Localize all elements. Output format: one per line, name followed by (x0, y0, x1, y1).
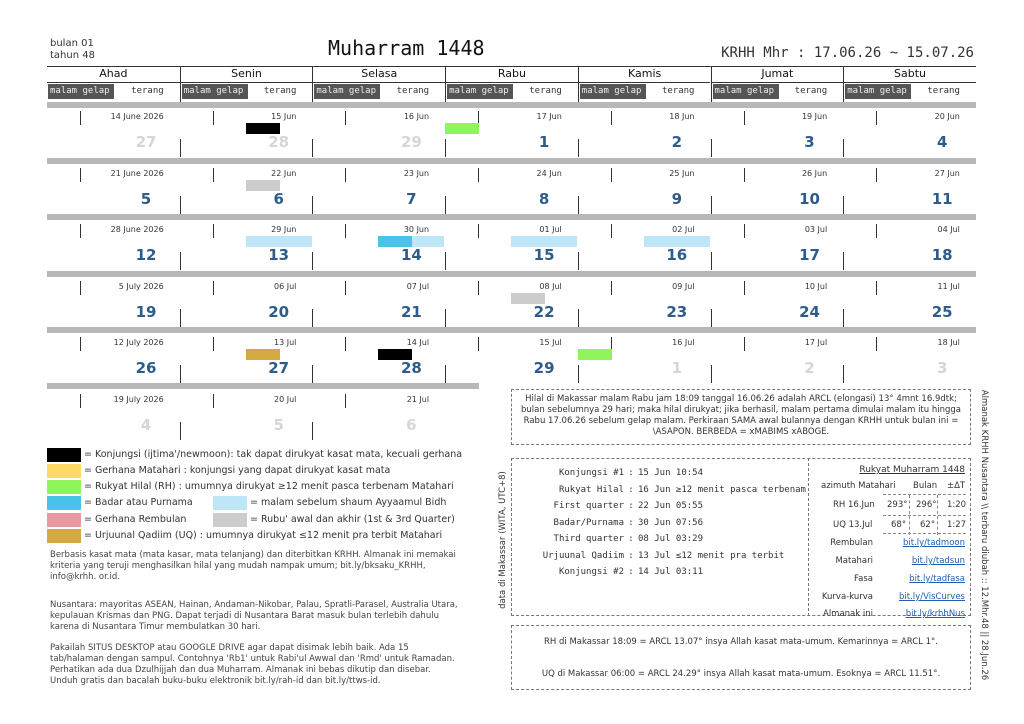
hijri-day-number: 16 (666, 246, 688, 264)
tahun-label: tahun 48 (50, 50, 95, 61)
hijri-day-number: 3 (936, 359, 948, 377)
cell-divider (445, 309, 446, 327)
day-cell[interactable] (843, 222, 976, 272)
day-name: Senin (181, 67, 313, 83)
hijri-day-number: 19 (135, 303, 157, 321)
day-name: Sabtu (844, 67, 976, 83)
phase-row (522, 485, 806, 495)
day-cell[interactable] (180, 392, 313, 442)
hijri-day-number: 22 (533, 303, 555, 321)
day-header-sabtu (843, 66, 976, 102)
cell-tick (611, 281, 612, 295)
gregorian-date: 01 Jul (539, 225, 562, 234)
legend-swatch (213, 513, 247, 527)
hijri-day-number: 26 (135, 359, 157, 377)
cell-divider (312, 422, 313, 440)
day-cell[interactable] (180, 335, 313, 385)
hijri-day-number: 24 (799, 303, 820, 321)
rukyat-link-rembulan[interactable]: bit.ly/tadmoon (902, 538, 965, 548)
rukyat-link-label: Matahari (835, 556, 873, 566)
day-cell[interactable] (312, 392, 445, 442)
hijri-day-number: 11 (931, 190, 953, 208)
gregorian-date: 21 June 2026 (110, 169, 164, 178)
hijri-day-number: 27 (268, 359, 290, 377)
cell-tick (213, 337, 214, 351)
phase-colon: : (628, 550, 634, 561)
cell-tick (345, 337, 346, 351)
cell-tick (744, 337, 745, 351)
hilal-note-box: Hilal di Makassar malam Rabu jam 18:09 tanggal 16.06.26 adalah ARCL (elongasi) 13° 4mnt 16.9dtk; bulan sebelumnya 29 hari; maka hilal dirukyat; jika berhasil, malam pertama dimulai malam itu hingga Rabu 17.06.26 sebelum gelap malam. Perkiraan SAMA awal bulannya dengan KRHH untuk bulan ini = \ASAPON. BERBEDA = xMABIMS xABOGE. (511, 389, 971, 445)
rukyat-link-label: Almanak ini (823, 609, 873, 619)
cell-tick (611, 224, 612, 238)
gregorian-date: 17 Jul (804, 338, 828, 347)
day-name: Rabu (446, 67, 578, 83)
day-cell[interactable] (47, 166, 180, 216)
phase-label: Urjuunal Qadiim (542, 550, 624, 561)
day-header-kamis (578, 66, 711, 102)
hijri-day-number: 27 (135, 133, 157, 151)
day-cell[interactable] (445, 109, 578, 159)
day-cell[interactable] (578, 222, 711, 272)
cell-divider (180, 196, 181, 214)
legend-swatch (47, 496, 81, 510)
rukyat-link-fasa[interactable]: bit.ly/tadfasa (909, 574, 965, 584)
gregorian-date: 06 Jul (274, 282, 297, 291)
gregorian-date: 27 Jun (934, 169, 960, 178)
night-dark-label: malam gelap (580, 84, 646, 99)
hijri-day-number: 6 (406, 416, 417, 434)
hijri-day-number: 29 (400, 133, 422, 151)
phase-row (522, 534, 703, 544)
cell-divider (711, 365, 712, 383)
rukyat-row-label: UQ 13.Jul (833, 520, 873, 530)
event-bar-rukyat-hilal (445, 123, 479, 134)
phase-value: 13 Jul ≤12 menit pra terbit (638, 550, 785, 561)
day-cell[interactable] (180, 279, 313, 329)
cell-tick (876, 281, 877, 295)
gregorian-date: 18 Jul (937, 338, 960, 347)
hijri-day-number: 7 (406, 190, 417, 208)
cell-divider (578, 252, 579, 270)
hijri-day-number: 4 (936, 133, 948, 151)
phase-label: Third quarter (553, 534, 624, 544)
phase-value: 30 Jun 07:56 (638, 517, 704, 528)
cell-tick (345, 394, 346, 408)
rukyat-row-bulan: 296° (916, 500, 937, 510)
rukyat-link-curves[interactable]: bit.ly/VisCurves (899, 592, 965, 602)
gregorian-date: 14 June 2026 (110, 112, 164, 121)
gregorian-date: 02 Jul (672, 225, 695, 234)
info-paragraph-usage: Pakailah SITUS DESKTOP atau GOOGLE DRIVE agar dapat disimak lebih baik. Ada 15 tab/halaman dengan sampul. Contohnya 'Rb1' untuk Rabi'ul Awwal dan 'Rmd' untuk Ramadan. Perhatikan ada dua Dzulhijjah dan dua Muharram. Almanak ini bebas dikutip dan disebar. Unduh gratis dan bacalah buku-buku elektronik bit.ly/rah-id dan bit.ly/ttws-id. (50, 643, 455, 686)
cell-divider (180, 139, 181, 157)
phase-row (522, 567, 703, 577)
cell-tick (213, 168, 214, 182)
arcl-box (511, 625, 971, 690)
hijri-day-number: 2 (804, 359, 815, 377)
row-separator (47, 327, 976, 333)
rukyat-title: Rukyat Muharram 1448 (859, 465, 965, 475)
day-cell[interactable] (445, 222, 578, 272)
row-separator (47, 102, 976, 108)
week-row (47, 222, 976, 272)
gregorian-date: 16 Jun (403, 112, 430, 121)
cell-divider (180, 422, 181, 440)
day-cell[interactable] (312, 335, 445, 385)
day-cell[interactable] (711, 222, 844, 272)
hijri-day-number: 20 (268, 303, 290, 321)
cell-tick (80, 224, 81, 238)
day-name: Jumat (712, 67, 844, 83)
gregorian-date: 03 Jul (804, 225, 828, 234)
rukyat-row-dt: 1:27 (947, 520, 967, 530)
gregorian-date: 21 Jul (406, 395, 430, 404)
row-separator (47, 214, 976, 220)
night-light-label: terang (396, 86, 430, 96)
row-separator (47, 271, 976, 277)
cell-divider (445, 365, 446, 383)
night-dark-label: malam gelap (314, 84, 380, 99)
cell-divider (843, 365, 844, 383)
cell-divider (578, 196, 579, 214)
day-header-senin (180, 66, 313, 102)
event-bar-rukyat-hilal (578, 349, 612, 360)
day-cell[interactable] (711, 335, 844, 385)
gregorian-date: 11 Jul (937, 282, 960, 291)
cell-divider (578, 365, 579, 383)
cell-tick (345, 224, 346, 238)
day-cell[interactable] (578, 335, 711, 385)
week-row (47, 109, 976, 159)
night-dark-label: malam gelap (48, 84, 114, 99)
cell-divider (711, 309, 712, 327)
phase-label: Konjungsi #1 (558, 468, 624, 478)
cell-divider (711, 139, 712, 157)
cell-divider (312, 252, 313, 270)
gregorian-date: 16 Jul (672, 338, 695, 347)
hijri-day-number: 28 (400, 359, 422, 377)
cell-tick (876, 168, 877, 182)
night-dark-label: malam gelap (182, 84, 248, 99)
gregorian-date: 22 Jun (271, 169, 297, 178)
gregorian-date: 29 Jun (271, 225, 297, 234)
hijri-day-number: 2 (671, 133, 683, 151)
rukyat-header-azimuth: azimuth Matahari (821, 481, 896, 491)
cell-tick (478, 168, 479, 182)
day-header-jumat (711, 66, 844, 102)
day-cell[interactable] (47, 222, 180, 272)
row-separator (47, 383, 479, 389)
cell-tick (744, 224, 745, 238)
day-cell[interactable] (47, 109, 180, 159)
day-cell[interactable] (180, 222, 313, 272)
day-cell[interactable] (445, 335, 578, 385)
gregorian-date: 13 Jul (274, 338, 297, 347)
rukyat-link-label: Fasa (854, 574, 873, 584)
vertical-label-location: data di Makassar (WITA, UTC+8) (498, 471, 508, 609)
gregorian-date: 18 Jun (669, 112, 695, 121)
hijri-day-number: 18 (931, 246, 953, 264)
week-row (47, 166, 976, 216)
day-cell[interactable] (711, 166, 844, 216)
day-cell[interactable] (843, 109, 976, 159)
date-range: KRHH Mhr : 17.06.26 ~ 15.07.26 (721, 45, 974, 61)
phase-value: 08 Jul 03:29 (638, 534, 704, 544)
cell-tick (80, 111, 81, 125)
hijri-day-number: 29 (533, 359, 555, 377)
night-dark-label: malam gelap (713, 84, 779, 99)
hijri-day-number: 5 (273, 416, 284, 434)
phase-label: Konjungsi #2 (558, 567, 624, 577)
gregorian-date: 30 Jun (403, 225, 430, 234)
day-cell[interactable] (711, 279, 844, 329)
legend-swatch (47, 513, 81, 527)
legend-swatch (47, 529, 81, 543)
vertical-label-almanak: Almanak KRHH Nusantara \\ terbaru diubah :: 12.Mhr.48 || 28.Jun.26 (979, 389, 989, 681)
rukyat-link-label: Kurva-kurva (821, 592, 873, 602)
hijri-day-number: 5 (140, 190, 152, 208)
week-row (47, 335, 976, 385)
rukyat-box (808, 458, 971, 619)
gregorian-date: 12 July 2026 (113, 338, 164, 347)
phase-row (522, 518, 703, 528)
day-header (47, 66, 976, 102)
day-cell[interactable] (312, 166, 445, 216)
day-cell[interactable] (47, 392, 180, 442)
phase-value: 16 Jun ≥12 menit pasca terbenam (638, 484, 806, 495)
day-cell[interactable] (47, 279, 180, 329)
day-header-rabu (445, 66, 578, 102)
cell-tick (213, 224, 214, 238)
phase-value: 15 Jun 10:54 (638, 468, 704, 478)
phase-label: Badar/Purnama (553, 517, 624, 528)
cell-divider (843, 139, 844, 157)
phase-colon: : (628, 484, 634, 495)
gregorian-date: 23 Jun (403, 169, 430, 178)
cell-divider (445, 139, 446, 157)
rukyat-link-matahari[interactable]: bit.ly/tadsun (911, 556, 965, 566)
cell-tick (80, 281, 81, 295)
rukyat-header-bulan: Bulan (913, 481, 938, 491)
rukyat-row-matahari: 68° (891, 520, 907, 530)
gregorian-date: 24 Jun (536, 169, 562, 178)
day-name: Selasa (313, 67, 445, 83)
cell-tick (478, 224, 479, 238)
cell-divider (312, 309, 313, 327)
day-cell[interactable] (47, 335, 180, 385)
day-cell[interactable] (445, 166, 578, 216)
phase-colon: : (628, 501, 634, 511)
cell-tick (213, 111, 214, 125)
phase-label: First quarter (553, 501, 624, 511)
hijri-day-number: 4 (140, 416, 152, 434)
rukyat-row-matahari: 293° (887, 500, 908, 510)
day-cell[interactable] (312, 279, 445, 329)
info-paragraph-nusantara: Nusantara: mayoritas ASEAN, Hainan, Andaman-Nikobar, Palau, Spratli-Parasel, Australia Utara, kepulauan Krismas dan PNG. Dapat terjadi di Nusantara Barat masuk bulan terlebih dahulu karena di Nusantara Timur membulatkan 30 hari. (50, 600, 458, 632)
day-header-selasa (312, 66, 445, 102)
rukyat-link-almanak[interactable]: bit.ly/krhhNus (905, 609, 965, 619)
cell-divider (578, 309, 579, 327)
gregorian-date: 08 Jul (539, 282, 562, 291)
gregorian-date: 15 Jul (539, 338, 562, 347)
rukyat-link-label: Rembulan (830, 538, 873, 548)
gregorian-date: 10 Jul (804, 282, 828, 291)
hijri-day-number: 17 (799, 246, 820, 264)
day-cell[interactable] (445, 279, 578, 329)
arcl-uq-line: UQ di Makassar 06:00 = ARCL 24.29° insya Allah kasat mata-umum. Esoknya = ARCL 11.51°. (541, 669, 941, 679)
gregorian-date: 09 Jul (672, 282, 695, 291)
legend-swatch (213, 496, 247, 510)
hijri-day-number: 13 (268, 246, 290, 264)
cell-divider (843, 196, 844, 214)
night-light-label: terang (263, 86, 297, 96)
hijri-day-number: 1 (538, 133, 550, 151)
phase-row (522, 551, 784, 561)
cell-divider (312, 365, 313, 383)
cell-tick (744, 281, 745, 295)
hijri-day-number: 1 (671, 359, 683, 377)
cell-divider (180, 252, 181, 270)
phase-row (522, 468, 703, 478)
gregorian-date: 25 Jun (669, 169, 695, 178)
gregorian-date: 5 July 2026 (118, 282, 164, 291)
rukyat-row-label: RH 16.Jun (833, 500, 875, 510)
hijri-day-number: 23 (666, 303, 688, 321)
cell-tick (611, 111, 612, 125)
cell-tick (80, 394, 81, 408)
arcl-rh-line: RH di Makassar 18:09 = ARCL 13.07° insya Allah kasat mata-umum. Kemarinnya = ARCL 1°. (544, 637, 938, 647)
cell-divider (445, 252, 446, 270)
cell-tick (876, 224, 877, 238)
cell-divider (312, 196, 313, 214)
phase-colon: : (628, 517, 634, 528)
day-cell[interactable] (711, 109, 844, 159)
cell-divider (180, 309, 181, 327)
week-row (47, 279, 976, 329)
gregorian-date: 20 Jun (934, 112, 960, 121)
phase-colon: : (628, 567, 634, 577)
night-light-label: terang (661, 86, 695, 96)
day-cell[interactable] (843, 279, 976, 329)
cell-tick (876, 337, 877, 351)
night-light-label: terang (529, 86, 562, 96)
hijri-day-number: 8 (538, 190, 550, 208)
cell-tick (80, 168, 81, 182)
cell-tick (478, 281, 479, 295)
cell-tick (744, 111, 745, 125)
bulan-label: bulan 01 (50, 38, 94, 49)
info-paragraph-criteria: Berbasis kasat mata (mata kasar, mata telanjang) dan diterbitkan KRHH. Almanak ini memakai kriteria yang teruji menghasilkan hilal yang mudah nampak umum; bit.ly/bksaku_KRHH, info@krhh. or.id. (50, 550, 456, 582)
row-separator (47, 158, 976, 164)
night-light-label: terang (131, 86, 164, 96)
phase-label: Rukyat Hilal (558, 484, 624, 495)
hijri-day-number: 12 (135, 246, 157, 264)
hijri-day-number: 21 (400, 303, 422, 321)
cell-divider (843, 309, 844, 327)
cell-tick (80, 337, 81, 351)
day-cell[interactable] (843, 166, 976, 216)
cell-tick (345, 168, 346, 182)
day-header-ahad (47, 66, 180, 102)
day-name: Kamis (579, 67, 711, 83)
phase-value: 22 Jun 05:55 (638, 501, 704, 511)
gregorian-date: 15 Jun (271, 112, 297, 121)
gregorian-date: 17 Jun (536, 112, 562, 121)
cell-divider (711, 252, 712, 270)
hijri-day-number: 28 (268, 133, 290, 151)
day-cell[interactable] (180, 166, 313, 216)
night-dark-label: malam gelap (447, 84, 513, 99)
night-dark-label: malam gelap (845, 84, 911, 99)
gregorian-date: 14 Jul (406, 338, 430, 347)
day-cell[interactable] (578, 279, 711, 329)
header-month-year (50, 38, 95, 62)
hijri-day-number: 3 (804, 133, 815, 151)
cell-divider (711, 196, 712, 214)
cell-divider (180, 365, 181, 383)
day-name: Ahad (47, 67, 180, 83)
cell-divider (312, 139, 313, 157)
cell-divider (843, 252, 844, 270)
cell-tick (345, 111, 346, 125)
hijri-day-number: 14 (400, 246, 422, 264)
cell-tick (744, 168, 745, 182)
rukyat-row-dt: 1:20 (947, 500, 967, 510)
cell-tick (611, 168, 612, 182)
rukyat-header-dt: ±ΔT (947, 481, 966, 491)
phase-value: 14 Jul 03:11 (638, 567, 704, 577)
day-cell[interactable] (843, 335, 976, 385)
hijri-day-number: 15 (533, 246, 555, 264)
phase-colon: : (628, 468, 634, 478)
legend-swatch (47, 448, 81, 462)
day-cell[interactable] (578, 166, 711, 216)
hijri-day-number: 9 (671, 190, 683, 208)
gregorian-date: 19 Jun (801, 112, 828, 121)
hijri-day-number: 10 (799, 190, 820, 208)
gregorian-date: 04 Jul (937, 225, 960, 234)
gregorian-date: 28 June 2026 (110, 225, 164, 234)
night-light-label: terang (794, 86, 828, 96)
night-light-label: terang (927, 86, 960, 96)
gregorian-date: 19 July 2026 (113, 395, 164, 404)
day-cell[interactable] (180, 109, 313, 159)
hijri-day-number: 6 (273, 190, 284, 208)
legend-swatch (47, 464, 81, 478)
day-cell[interactable] (578, 109, 711, 159)
cell-divider (445, 196, 446, 214)
cell-tick (213, 281, 214, 295)
phase-colon: : (628, 534, 634, 544)
cell-tick (213, 394, 214, 408)
cell-tick (876, 111, 877, 125)
rukyat-row-bulan: 62° (920, 520, 936, 530)
page-title: Muharram 1448 (328, 36, 485, 60)
gregorian-date: 20 Jul (274, 395, 297, 404)
hijri-day-number: 25 (931, 303, 953, 321)
cell-divider (578, 139, 579, 157)
day-cell[interactable] (312, 109, 445, 159)
gregorian-date: 07 Jul (406, 282, 430, 291)
cell-tick (345, 281, 346, 295)
phase-row (522, 501, 703, 511)
cell-tick (478, 337, 479, 351)
legend-swatch (47, 480, 81, 494)
gregorian-date: 26 Jun (801, 169, 828, 178)
day-cell[interactable] (312, 222, 445, 272)
